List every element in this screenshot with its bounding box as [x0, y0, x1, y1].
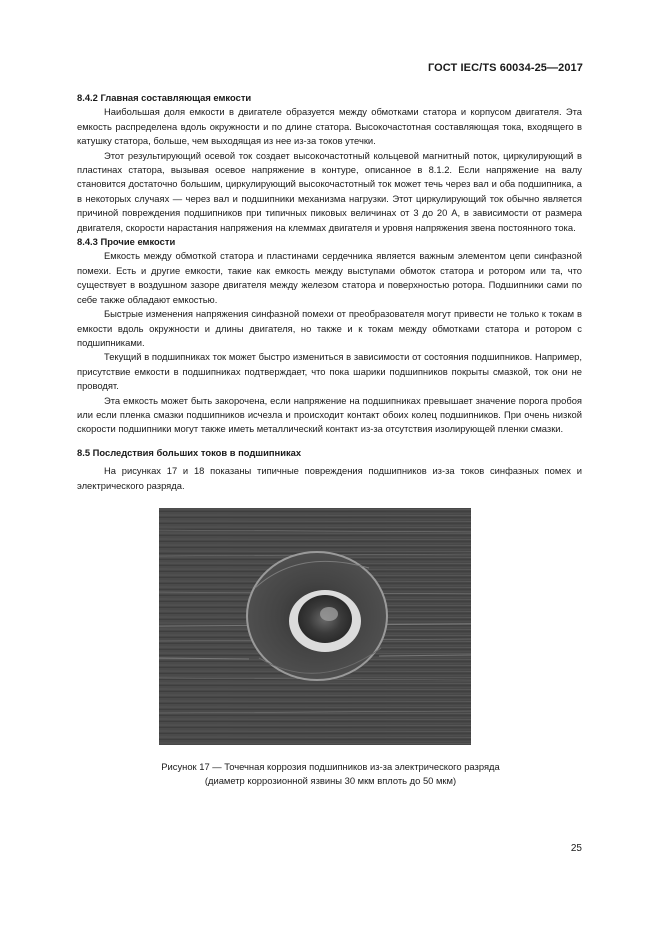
figure-caption-line: (диаметр коррозионной язвины 30 мкм вплоть до 50 мкм) — [204, 774, 457, 786]
paragraph: Наибольшая доля емкости в двигателе образуется между обмотками статора и корпусом двигателя. Эта емкость распределена вдоль окружности и по длине статора. Высокочастотная составляющая тока, входящего в катушку статора, больше, чем выходящая из нее из-за токов утечки. — [77, 106, 582, 147]
section-heading-8-5: 8.5 Последствия больших токов в подшипниках — [77, 446, 302, 458]
page-number: 25 — [570, 843, 582, 854]
bearing-corrosion-photo — [159, 508, 471, 745]
figure-caption-line: Рисунок 17 — Точечная коррозия подшипников из-за электрического разряда — [161, 761, 500, 772]
section-heading-8-4-2: 8.4.2 Главная составляющая емкости — [77, 92, 252, 103]
document-body — [77, 91, 582, 493]
paragraph: Быстрые изменения напряжения синфазной помехи от преобразователя могут привести не только к токам в емкости вдоль окружности и длины двигателя, но также и к токам между обмотками статора и ротором с подшипниками. — [77, 308, 582, 348]
standard-code: ГОСТ IEC/TS 60034-25—2017 — [427, 62, 583, 74]
paragraph: Этот результирующий осевой ток создает высокочастотный кольцевой магнитный поток, циркулирующий в пластинах статора, вызывая осевое напряжение в контуре, описанное в 8.1.2. Если напряжение на валу становится достаточно большим, циркулирующий высокочастотный ток может течь через вал и оба подшипника, а в некоторых случаях — через вал и подшипники механизма нагрузки. Этот циркулирующий ток обычно является причиной повреждения подшипников при типичных пиковых величинах от 3 до 20 А, в зависимости от размера двигателя, скорости нарастания напряжения на клеммах двигателя и уровня напряжения звена постоянного тока. — [77, 149, 582, 233]
paragraph: Эта емкость может быть закорочена, если напряжение на подшипниках превышает значение порога пробоя или если пленка смазки подшипников исчезла и происходит контакт обоих колец подшипников. При очень низкой скорости подшипники могут также иметь металлический контакт из-за отсутствия изолирующей пленки смазки. — [77, 394, 582, 435]
figure-caption — [100, 760, 561, 787]
section-heading-8-4-3: 8.4.3 Прочие емкости — [77, 236, 176, 248]
paragraph: Емкость между обмоткой статора и пластинами сердечника является важным элементом цепи синфазной помехи. Есть и другие емкости, такие как емкость между выступами обмоток статора и ротором или та, что существует в воздушном зазоре двигателя между железом статора и поверхностью ротора. Подшипники сами по себе также обладают емкостью. — [77, 250, 582, 305]
paragraph: Текущий в подшипниках ток может быстро измениться в зависимости от состояния подшипников. Например, присутствие емкости в подшипниках подтверждает, что пока шарики подшипников покрыты смазкой, ток они не проводят. — [77, 351, 582, 392]
paragraph: На рисунках 17 и 18 показаны типичные повреждения подшипников из-за токов синфазных помех и электрического разряда. — [77, 465, 582, 491]
